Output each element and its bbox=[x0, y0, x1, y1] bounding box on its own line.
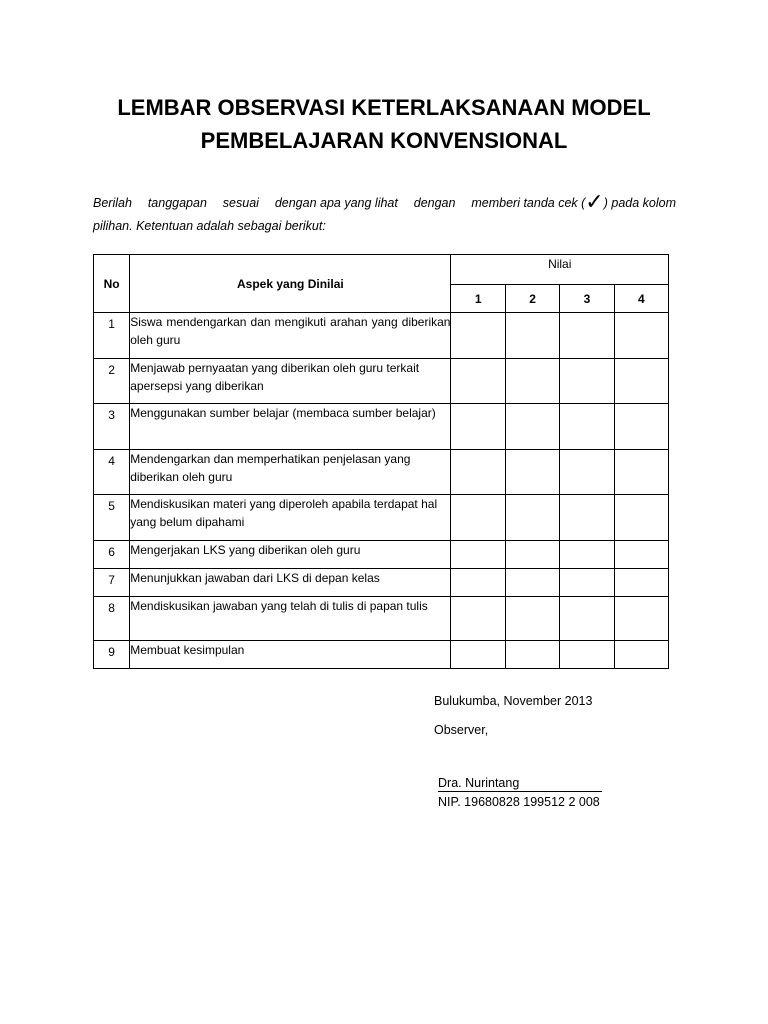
title-line-1: LEMBAR OBSERVASI KETERLAKSANAAN MODEL bbox=[117, 95, 651, 120]
score-cell-4[interactable] bbox=[614, 495, 668, 541]
score-cell-1[interactable] bbox=[451, 495, 505, 541]
score-cell-4[interactable] bbox=[614, 641, 668, 669]
row-aspek: Siswa mendengarkan dan mengikuti arahan yang diberikan oleh guru bbox=[130, 313, 451, 359]
observation-table bbox=[93, 254, 669, 669]
score-cell-3[interactable] bbox=[560, 404, 614, 450]
instruction-word: dengan apa yang lihat bbox=[274, 196, 398, 210]
table-row bbox=[94, 495, 669, 541]
row-number: 9 bbox=[94, 641, 130, 669]
instruction-line-1 bbox=[93, 189, 676, 215]
observer-nip: NIP. 19680828 199512 2 008 bbox=[438, 795, 600, 809]
score-cell-1[interactable] bbox=[451, 359, 505, 404]
instruction-line-2: pilihan. Ketentuan adalah sebagai berikut: bbox=[93, 219, 326, 233]
row-aspek: Menjawab pernyaatan yang diberikan oleh guru terkait apersepsi yang diberikan bbox=[130, 359, 451, 404]
score-cell-1[interactable] bbox=[451, 597, 505, 641]
score-cell-3[interactable] bbox=[560, 641, 614, 669]
check-mark-icon: ✓ bbox=[585, 189, 604, 214]
row-number: 2 bbox=[94, 359, 130, 404]
table-row bbox=[94, 359, 669, 404]
row-number: 4 bbox=[94, 450, 130, 495]
row-number: 7 bbox=[94, 569, 130, 597]
instruction-text bbox=[93, 189, 676, 238]
table-row bbox=[94, 404, 669, 450]
score-cell-2[interactable] bbox=[505, 641, 559, 669]
observer-name bbox=[438, 776, 602, 792]
row-aspek: Mendengarkan dan memperhatikan penjelasan yang diberikan oleh guru bbox=[130, 450, 451, 495]
score-cell-1[interactable] bbox=[451, 313, 505, 359]
row-aspek: Mendiskusikan jawaban yang telah di tulis di papan tulis bbox=[130, 597, 451, 641]
header-score-3: 3 bbox=[560, 285, 614, 313]
instruction-word: tanggapan bbox=[147, 196, 207, 210]
score-cell-1[interactable] bbox=[451, 569, 505, 597]
score-cell-2[interactable] bbox=[505, 450, 559, 495]
score-cell-2[interactable] bbox=[505, 313, 559, 359]
place-date: Bulukumba, November 2013 bbox=[434, 694, 593, 708]
row-aspek: Mendiskusikan materi yang diperoleh apabila terdapat hal yang belum dipahami bbox=[130, 495, 451, 541]
row-aspek: Membuat kesimpulan bbox=[130, 641, 451, 669]
score-cell-4[interactable] bbox=[614, 541, 668, 569]
title-line-2: PEMBELAJARAN KONVENSIONAL bbox=[200, 128, 568, 153]
score-cell-3[interactable] bbox=[560, 359, 614, 404]
row-number: 5 bbox=[94, 495, 130, 541]
score-cell-2[interactable] bbox=[505, 541, 559, 569]
row-number: 3 bbox=[94, 404, 130, 450]
score-cell-2[interactable] bbox=[505, 597, 559, 641]
score-cell-3[interactable] bbox=[560, 597, 614, 641]
header-score-1: 1 bbox=[451, 285, 505, 313]
score-cell-1[interactable] bbox=[451, 641, 505, 669]
document-title bbox=[0, 91, 768, 157]
table-row bbox=[94, 541, 669, 569]
score-cell-2[interactable] bbox=[505, 495, 559, 541]
score-cell-3[interactable] bbox=[560, 541, 614, 569]
header-nilai: Nilai bbox=[451, 255, 669, 285]
header-score-4: 4 bbox=[614, 285, 668, 313]
observer-name-text: Dra. Nurintang bbox=[438, 776, 602, 792]
score-cell-4[interactable] bbox=[614, 359, 668, 404]
row-number: 8 bbox=[94, 597, 130, 641]
score-cell-1[interactable] bbox=[451, 404, 505, 450]
score-cell-3[interactable] bbox=[560, 450, 614, 495]
score-cell-2[interactable] bbox=[505, 359, 559, 404]
score-cell-3[interactable] bbox=[560, 569, 614, 597]
row-aspek: Mengerjakan LKS yang diberikan oleh guru bbox=[130, 541, 451, 569]
score-cell-4[interactable] bbox=[614, 450, 668, 495]
table-row bbox=[94, 450, 669, 495]
score-cell-3[interactable] bbox=[560, 495, 614, 541]
row-number: 1 bbox=[94, 313, 130, 359]
row-aspek: Menunjukkan jawaban dari LKS di depan kelas bbox=[130, 569, 451, 597]
row-number: 6 bbox=[94, 541, 130, 569]
header-no: No bbox=[94, 255, 130, 313]
header-aspek: Aspek yang Dinilai bbox=[130, 255, 451, 313]
table-row bbox=[94, 641, 669, 669]
score-cell-3[interactable] bbox=[560, 313, 614, 359]
row-aspek: Menggunakan sumber belajar (membaca sumber belajar) bbox=[130, 404, 451, 450]
table-row bbox=[94, 569, 669, 597]
score-cell-2[interactable] bbox=[505, 404, 559, 450]
table-row bbox=[94, 313, 669, 359]
score-cell-1[interactable] bbox=[451, 450, 505, 495]
score-cell-2[interactable] bbox=[505, 569, 559, 597]
score-cell-1[interactable] bbox=[451, 541, 505, 569]
score-cell-4[interactable] bbox=[614, 404, 668, 450]
instruction-word: Berilah bbox=[93, 196, 132, 210]
header-score-2: 2 bbox=[505, 285, 559, 313]
score-cell-4[interactable] bbox=[614, 313, 668, 359]
score-cell-4[interactable] bbox=[614, 569, 668, 597]
instruction-word: dengan bbox=[413, 196, 456, 210]
table-row bbox=[94, 597, 669, 641]
instruction-check-segment: memberi tanda cek (✓) pada kolom bbox=[471, 189, 676, 214]
observer-label: Observer, bbox=[434, 723, 489, 737]
instruction-word: sesuai bbox=[222, 196, 259, 210]
score-cell-4[interactable] bbox=[614, 597, 668, 641]
